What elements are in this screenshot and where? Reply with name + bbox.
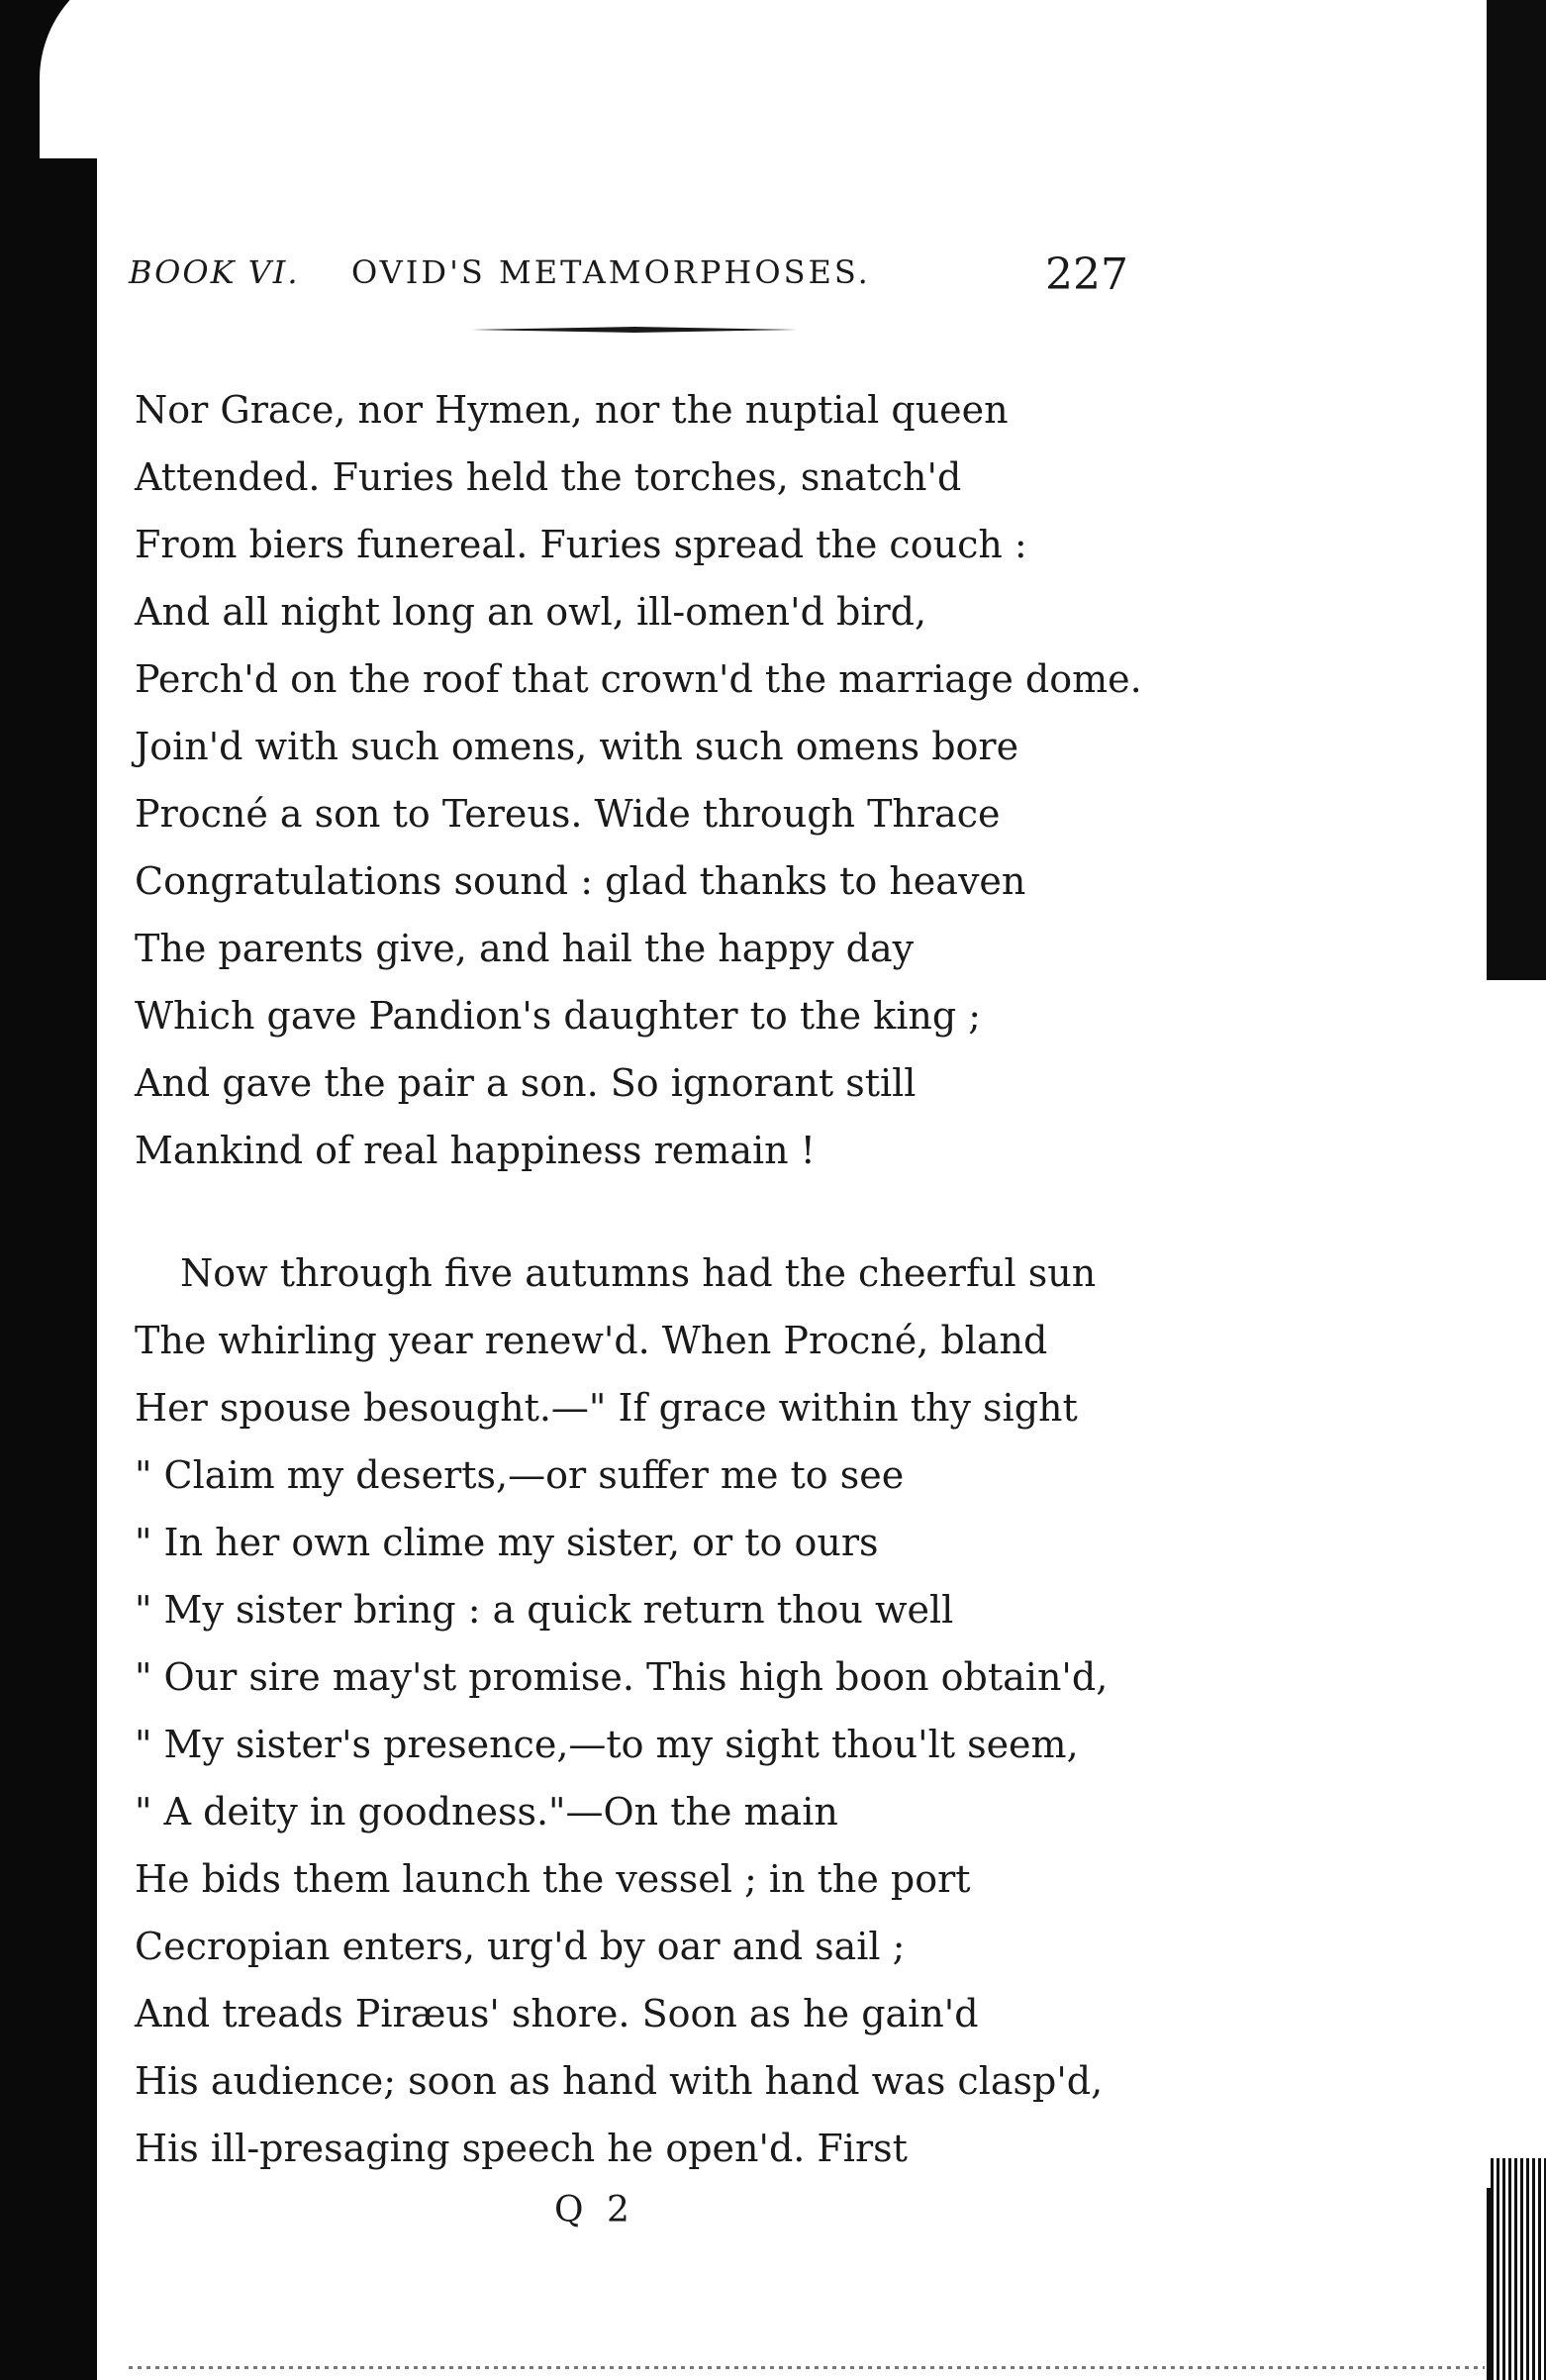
verse-line: Nor Grace, nor Hymen, nor the nuptial queen	[135, 388, 1009, 432]
stanza-break	[135, 1184, 1124, 1240]
verse-line: And treads Piræus' shore. Soon as he gain'd	[135, 1992, 979, 2035]
scan-artifact-bars	[1491, 2158, 1546, 2380]
verse-line: Perch'd on the roof that crown'd the marriage dome.	[135, 657, 1142, 701]
verse-line: " My sister's presence,—to my sight thou'lt seem,	[135, 1723, 1079, 1766]
poem-text	[135, 376, 1142, 2182]
verse-line: The whirling year renew'd. When Procné, bland	[135, 1319, 1048, 1362]
page-corner	[40, 0, 198, 158]
verse-line: " Our sire may'st promise. This high boon obtain'd,	[135, 1655, 1109, 1699]
verse-line: The parents give, and hail the happy day	[135, 927, 915, 970]
verse-line: Attended. Furies held the torches, snatch'd	[135, 455, 962, 499]
page-number: 227	[1045, 249, 1128, 300]
verse-line: " Claim my deserts,—or suffer me to see	[135, 1453, 905, 1497]
verse-line: And all night long an owl, ill-omen'd bird,	[135, 590, 927, 634]
verse-line: Congratulations sound : glad thanks to heaven	[135, 859, 1026, 903]
scan-bottom-edge	[129, 2366, 1485, 2369]
verse-line: " In her own clime my sister, or to ours	[135, 1521, 879, 1564]
verse-line: Procné a son to Tereus. Wide through Thrace	[135, 792, 1001, 836]
verse-line: Which gave Pandion's daughter to the king ;	[135, 994, 982, 1038]
verse-line: His ill-presaging speech he open'd. First	[135, 2127, 908, 2170]
verse-line: Join'd with such omens, with such omens bore	[135, 725, 1019, 768]
verse-line: He bids them launch the vessel ; in the port	[135, 1857, 971, 1901]
verse-line: And gave the pair a son. So ignorant still	[135, 1061, 917, 1105]
verse-line: " A deity in goodness."—On the main	[135, 1790, 838, 1834]
verse-line: Mankind of real happiness remain !	[135, 1129, 816, 1172]
header-rule	[471, 327, 798, 333]
binding-shadow-left	[0, 0, 97, 2380]
verse-line: His audience; soon as hand with hand was clasp'd,	[135, 2059, 1104, 2103]
verse-line: " My sister bring : a quick return thou well	[135, 1588, 954, 1632]
running-title: OVID'S METAMORPHOSES.	[351, 253, 871, 291]
signature-mark: Q 2	[554, 2190, 635, 2231]
verse-line: From biers funereal. Furies spread the couch :	[135, 523, 1027, 566]
running-header	[129, 249, 1128, 309]
verse-line: Cecropian enters, urg'd by oar and sail ;	[135, 1925, 906, 1968]
verse-line: Now through five autumns had the cheerful sun	[180, 1251, 1097, 1295]
book-label: BOOK VI.	[129, 253, 300, 291]
verse-line: Her spouse besought.—" If grace within thy sight	[135, 1386, 1078, 1430]
